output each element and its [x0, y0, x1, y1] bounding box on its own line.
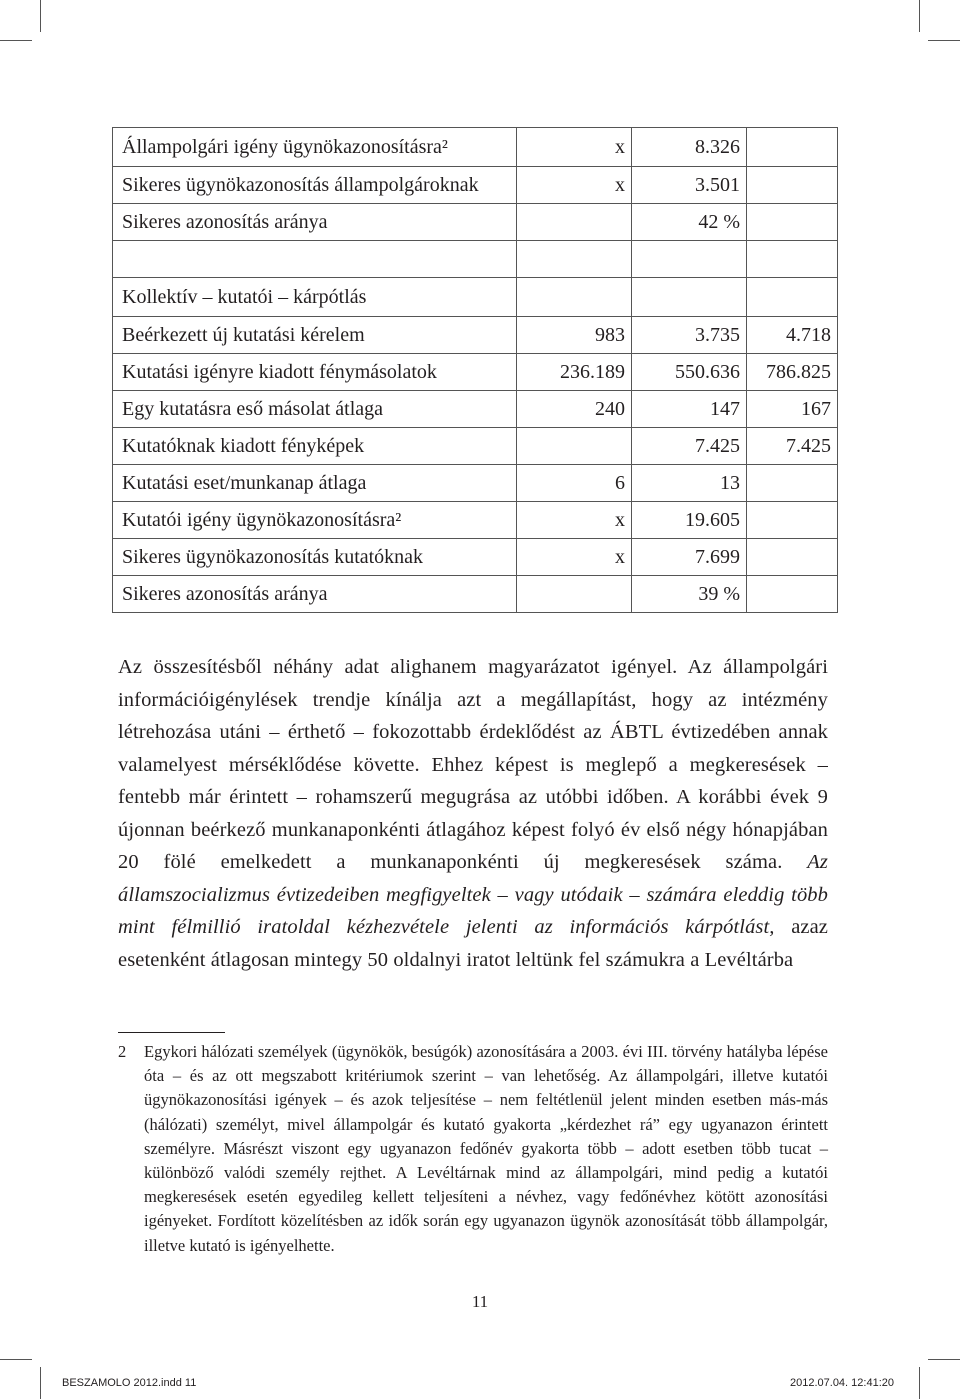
crop-mark	[40, 1367, 41, 1399]
footnote-text: Egykori hálózati személyek (ügynökök, besúgók) azonosítására a 2003. évi III. törvény hatályba lépése óta – és az ott megszabott kritériumok szerint – van lehetőség. Az állampolgári, illetve kutatói ügynökazonosítási igények – és azok teljesítése – nem feltétlenül jelent minden esetben más-más (hálózati) személyt, mivel állampolgár és kutató gyakorta „kérdezhet rá” egy ugyanazon érintett személyre. Másrészt viszont egy ugyanazon fedőnév gyakorta több – adott esetben több tucat – különböző valódi személy rejthet. A Levéltárnak mind az állampolgári, mind pedig a kutatói megkeresések esetén egyedileg kellett teljesíteni a névhez, vagy fedőnévhez kötött azonosítási igényeket. Fordított közelítésben az idők során egy ugyanazon ügynök azonosítását több állampolgár, illetve kutató is igényelhette.	[144, 1042, 828, 1255]
crop-mark	[919, 1367, 920, 1399]
row-label: Állampolgári igény ügynökazonosításra²	[113, 128, 517, 167]
table-row	[113, 539, 838, 576]
cell-c1	[517, 428, 632, 465]
table-row	[113, 428, 838, 465]
table-row	[113, 576, 838, 613]
cell-c1: x	[517, 502, 632, 539]
cell-c3: 786.825	[747, 354, 838, 391]
cell-c1: 6	[517, 465, 632, 502]
cell-c1: 983	[517, 317, 632, 354]
table-row	[113, 465, 838, 502]
cell-c2: 7.425	[632, 428, 747, 465]
row-label: Kutatási eset/munkanap átlaga	[113, 465, 517, 502]
cell-c1	[517, 278, 632, 317]
table-row	[113, 391, 838, 428]
row-label: Sikeres azonosítás aránya	[113, 204, 517, 241]
cell-c2: 39 %	[632, 576, 747, 613]
cell-c3	[747, 128, 838, 167]
cell-c1: x	[517, 128, 632, 167]
crop-mark	[919, 0, 920, 32]
footnote-number: 2	[118, 1042, 127, 1061]
body-text-italic: Az államszocializmus évtizedeiben megfigyeltek – vagy utódaik – számára eleddig több mint félmillió iratoldal kézhezvétele jelenti az információs kárpótlást,	[118, 851, 828, 938]
row-label: Sikeres azonosítás aránya	[113, 576, 517, 613]
cell-c1: 236.189	[517, 354, 632, 391]
cell-c2: 42 %	[632, 204, 747, 241]
cell-c2: 13	[632, 465, 747, 502]
slug-date: 2012.07.04. 12:41:20	[790, 1377, 894, 1389]
cell-c2: 550.636	[632, 354, 747, 391]
table-row	[113, 241, 838, 278]
body-text-part1: Az összesítésből néhány adat alighanem magyarázatot igényel. Az állampolgári információigénylések trendje kínálja azt a megállapítást, hogy az intézmény létrehozása utáni – érthető – fokozottabb érdeklődést az ÁBTL évtizedében annak valamelyest mérséklődése követte. Ehhez képest is meglepő a megkeresések – fentebb már érintett – rohamszerű megugrása az utóbbi időben. A korábbi évek 9 újonnan beérkező munkanaponkénti átlagához képest folyó év első négy hónapjában 20 fölé emelkedett a munkanaponkénti új megkeresések száma.	[118, 656, 828, 873]
cell-c3	[747, 465, 838, 502]
row-label: Kollektív – kutatói – kárpótlás	[113, 278, 517, 317]
cell-c1: x	[517, 167, 632, 204]
table-row	[113, 204, 838, 241]
page-number: 11	[471, 1292, 489, 1311]
crop-mark	[0, 40, 32, 41]
crop-mark	[928, 40, 960, 41]
cell-c2: 3.735	[632, 317, 747, 354]
row-label: Sikeres ügynökazonosítás kutatóknak	[113, 539, 517, 576]
cell-c3	[747, 167, 838, 204]
cell-c1: 240	[517, 391, 632, 428]
crop-mark	[928, 1359, 960, 1360]
cell-c1	[517, 204, 632, 241]
cell-c3: 7.425	[747, 428, 838, 465]
cell-c1: x	[517, 539, 632, 576]
cell-c3	[747, 204, 838, 241]
cell-c3	[747, 539, 838, 576]
cell-c2: 8.326	[632, 128, 747, 167]
cell-c3	[747, 278, 838, 317]
table-row	[113, 278, 838, 317]
row-label: Beérkezett új kutatási kérelem	[113, 317, 517, 354]
table-row	[113, 354, 838, 391]
cell-c3	[747, 502, 838, 539]
footnote-rule	[118, 1032, 225, 1033]
crop-mark	[40, 0, 41, 32]
cell-c3	[747, 241, 838, 278]
row-label: Sikeres ügynökazonosítás állampolgároknak	[113, 167, 517, 204]
table-row	[113, 128, 838, 167]
table-row	[113, 167, 838, 204]
cell-c2: 3.501	[632, 167, 747, 204]
cell-c2	[632, 241, 747, 278]
table-row	[113, 317, 838, 354]
slug-file: BESZAMOLO 2012.indd 11	[62, 1377, 197, 1389]
cell-c3: 4.718	[747, 317, 838, 354]
cell-c1	[517, 241, 632, 278]
body-paragraph	[118, 651, 828, 976]
cell-c2: 147	[632, 391, 747, 428]
row-label: Kutatói igény ügynökazonosításra²	[113, 502, 517, 539]
cell-c2: 7.699	[632, 539, 747, 576]
cell-c3: 167	[747, 391, 838, 428]
cell-c3	[747, 576, 838, 613]
body-text-part2: azaz esetenként átlagosan mintegy 50 oldalnyi iratot leltünk fel számukra a Levéltárba	[118, 916, 828, 971]
row-label	[113, 241, 517, 278]
footnote	[118, 1040, 828, 1258]
table-row	[113, 502, 838, 539]
row-label: Kutatóknak kiadott fényképek	[113, 428, 517, 465]
crop-mark	[0, 1359, 32, 1360]
cell-c2: 19.605	[632, 502, 747, 539]
cell-c1	[517, 576, 632, 613]
statistics-table	[112, 127, 838, 613]
row-label: Kutatási igényre kiadott fénymásolatok	[113, 354, 517, 391]
row-label: Egy kutatásra eső másolat átlaga	[113, 391, 517, 428]
cell-c2	[632, 278, 747, 317]
